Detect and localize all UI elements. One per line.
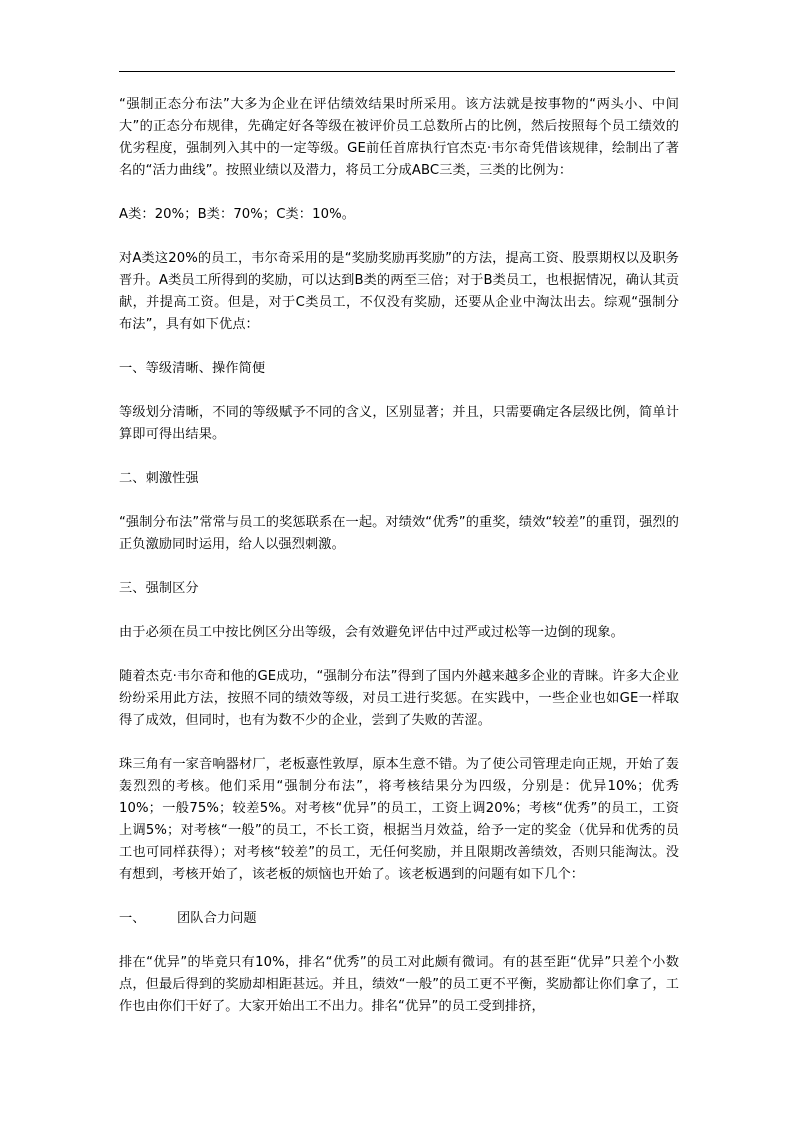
heading-number: 一、 [119,911,146,926]
paragraph-case-study: 珠三角有一家音响器材厂，老板憙性敦厚，原本生意不错。为了使公司管理走向正规，开始了轰轰烈烈的考核。他们采用“强制分布法”，将考核结果分为四级，分别是：优异10%；优秀10%；一般75%；较差5%。对考核“优异”的员工，工资上调20%；考核“优秀”的员工，工资上调5%；对考核“一般”的员工，不长工资，根据当月效益，给予一定的奖金（优异和优秀的员工也可同样获得）；对考核“较差”的员工，无任何奖励，并且限期改善绩效，否则只能淘汰。没有想到，考核开始了，该老板的烦恼也开始了。该老板遇到的问题有如下几个： [119,757,679,882]
heading-problem-1 [119,908,679,930]
paragraph-advantage-3: 由于必须在员工中按比例区分出等级，会有效避免评估中过严或过松等一边倒的现象。 [119,625,624,640]
heading-text: 团队合力问题 [177,911,257,926]
heading-advantage-2: 二、刺激性强 [119,471,199,486]
heading-advantage-3: 三、强制区分 [119,581,199,596]
paragraph-class-ratio: A类：20%；B类：70%；C类：10%。 [119,207,355,222]
paragraph-problem-1: 排在“优异”的毕竟只有10%，排名“优秀”的员工对此颇有微词。有的甚至距“优异”只差个小数点，但最后得到的奖励却相距甚远。并且，绩效“一般”的员工更不平衡，奖励都让你们拿了，工作也由你们干好了。大家开始出工不出力。排名“优异”的员工受到排挤， [119,955,679,1014]
paragraph-intro: “强制正态分布法”大多为企业在评估绩效结果时所采用。该方法就是按事物的“两头小、中间大”的正态分布规律，先确定好各等级在被评价员工总数所占的比例，然后按照每个员工绩效的优劣程度，强制列入其中的一定等级。GE前任首席执行官杰克·韦尔奇凭借该规律，绘制出了著名的“活力曲线”。按照业绩以及潜力，将员工分成ABC三类，三类的比例为： [119,97,679,178]
paragraph-ge-success: 随着杰克·韦尔奇和他的GE成功，“强制分布法”得到了国内外越来越多企业的青睐。许多大企业纷纷采用此方法，按照不同的绩效等级，对员工进行奖惩。在实践中，一些企业也如GE一样取得了成效，但同时，也有为数不少的企业，尝到了失败的苦涩。 [119,669,679,728]
document-body [119,94,679,1018]
paragraph-advantage-1: 等级划分清晰，不同的等级赋予不同的含义，区别显著；并且，只需要确定各层级比例，简单计算即可得出结果。 [119,405,679,442]
paragraph-advantage-2: “强制分布法”常常与员工的奖惩联系在一起。对绩效“优秀”的重奖，绩效“较差”的重罚，强烈的正负激励同时运用，给人以强烈刺激。 [119,515,679,552]
paragraph-welch-method: 对A类这20%的员工，韦尔奇采用的是“奖励奖励再奖励”的方法，提高工资、股票期权以及职务晋升。A类员工所得到的奖励，可以达到B类的两至三倍；对于B类员工，也根据情况，确认其贡献，并提高工资。但是，对于C类员工，不仅没有奖励，还要从企业中淘汰出去。综观“强制分布法”，具有如下优点： [119,251,679,332]
heading-advantage-1: 一、等级清晰、操作简便 [119,361,266,376]
header-rule [119,71,675,72]
